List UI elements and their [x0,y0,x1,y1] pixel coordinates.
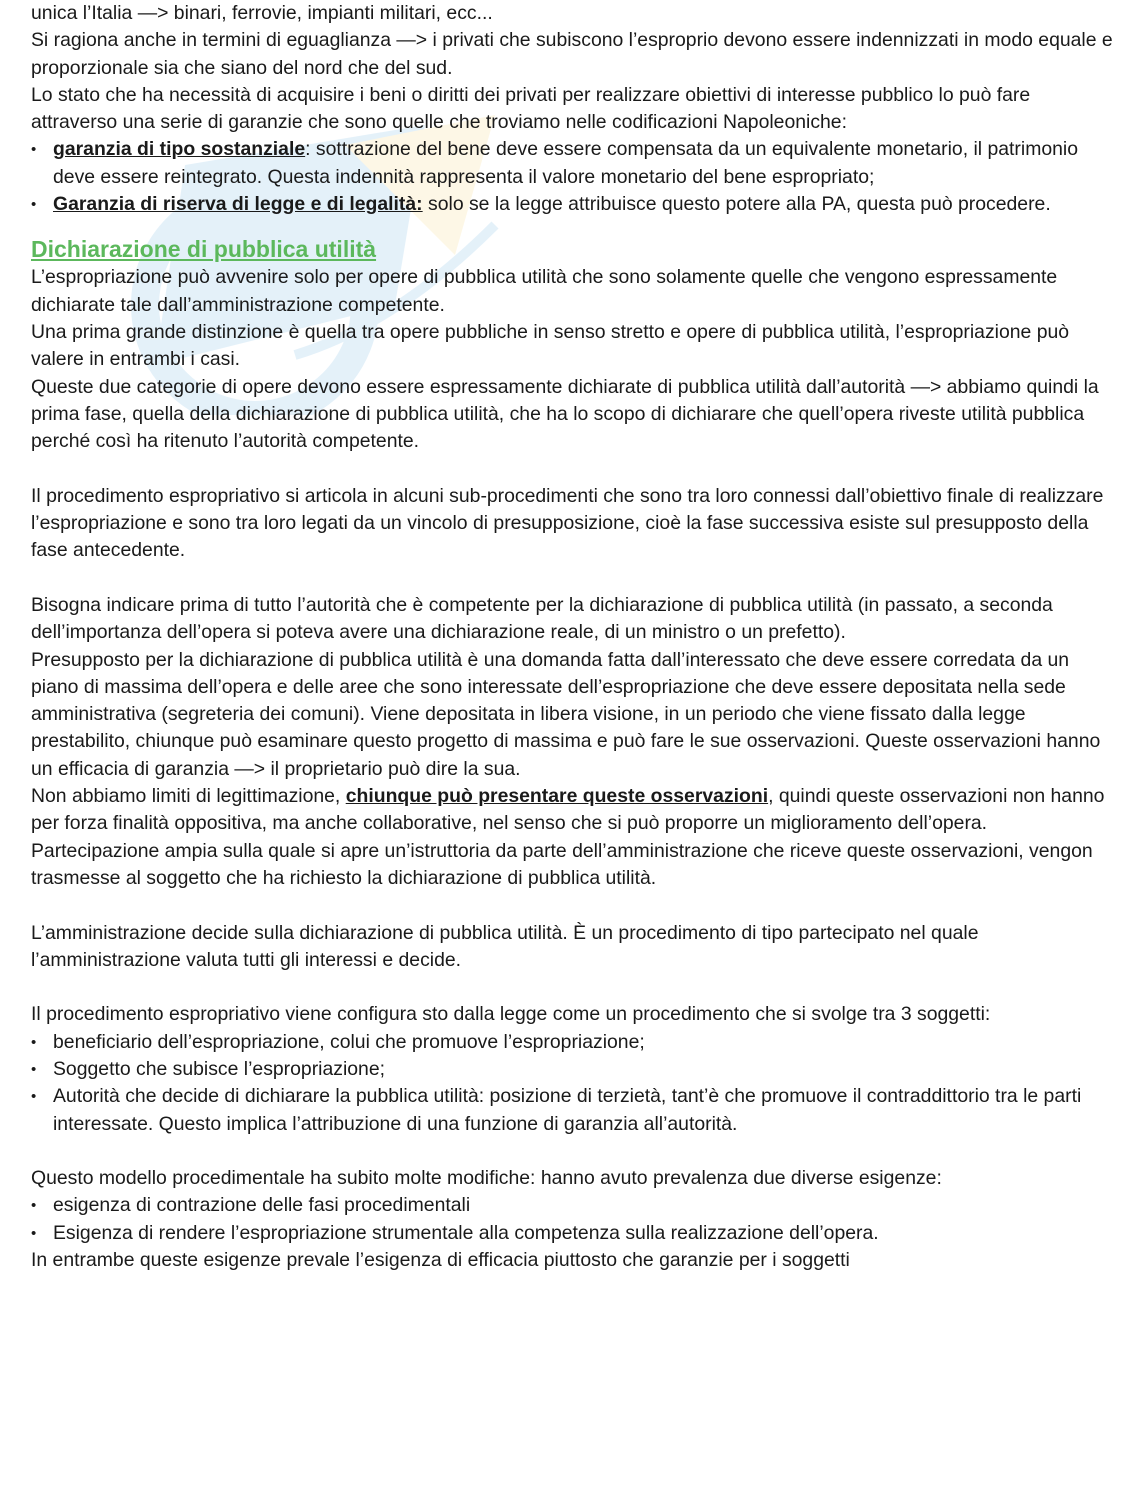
bullet-icon: • [31,196,37,214]
paragraph-text: , quindi queste osservazioni non hanno per forza finalità oppositiva, ma anche collaborative, nel senso che si può proporre un miglioramento dell’opera. [31,785,1105,835]
paragraph: Queste due categorie di opere devono essere espressamente dichiarate di pubblica utilità dall’autorità —> abbiamo quindi la prima fase, quella della dichiarazione di pubblica utilità, che ha lo scopo di dichiarare che quell’opera riveste utilità pubblica perché così ha ritenuto l’autorità competente. [31,375,1099,453]
paragraph: Il procedimento espropriativo viene configura sto dalla legge come un procedimento che si svolge tra 3 soggetti: [31,1003,991,1026]
bullet-icon: • [31,141,37,159]
paragraph: Bisogna indicare prima di tutto l’autorità che è competente per la dichiarazione di pubblica utilità (in passato, a seconda dell’importanza dell’opera si poteva avere una dichiarazione reale, di un ministro o un prefetto). [31,593,1053,644]
list-item [31,1029,1120,1056]
list-item-text: Autorità che decide di dichiarare la pubblica utilità: posizione di terzietà, tant’è che promuove il contraddittorio tra le parti interessate. Questo implica l’attribuzione di una funzione di garanzia all’autorità. [53,1085,1082,1135]
paragraph: L’amministrazione decide sulla dichiarazione di pubblica utilità. È un procedimento di tipo partecipato nel quale l’amministrazione valuta tutti gli interessi e decide. [31,921,979,971]
paragraph: Il procedimento espropriativo si articola in alcuni sub-procedimenti che sono tra loro connessi dall’obiettivo finale di realizzare l’espropriazione e sono tra loro legati da un vincolo di presupposizione, cioè la fase successiva esiste sul presupposto della fase antecedente. [31,484,1104,562]
list-item [31,191,1120,218]
bullet-icon: • [31,1033,37,1051]
bullet-icon: • [31,1088,37,1106]
emphasis-text: Garanzia di riserva di legge e di legalità: [53,193,423,216]
list-item-text: beneficiario dell’espropriazione, colui che promuove l’espropriazione; [53,1030,645,1053]
list-item-text: solo se la legge attribuisce questo potere alla PA, questa può procedere. [422,193,1051,216]
paragraph [31,783,1120,838]
list-item-text: esigenza di contrazione delle fasi procedimentali [53,1194,471,1217]
paragraph: L’espropriazione può avvenire solo per opere di pubblica utilità che sono solamente quelle che vengono espressamente dichiarate tale dall’amministrazione competente. [31,266,1058,316]
list-item-text: : sottrazione del bene deve essere compensata da un equivalente monetario, il patrimonio deve essere reintegrato. Questa indennità rappresenta il valore monetario del bene espropriato; [53,138,1079,188]
guarantees-list [31,136,1120,218]
bullet-icon: • [31,1197,37,1215]
paragraph: Presupposto per la dichiarazione di pubblica utilità è una domanda fatta dall’interessato che deve essere corredata da un piano di massima dell’opera e delle aree che sono interessate dell’espropriazione che deve essere depositata nella sede amministrativa (segreteria dei comuni). Viene depositata in libera visione, in un periodo che viene fissato dalla legge prestabilito, chiunque può esaminare questo progetto di massima e può fare le sue osservazioni. Queste osservazioni hanno un efficacia di garanzia —> il proprietario può dire la sua. [31,648,1101,780]
bullet-icon: • [31,1060,37,1078]
list-item [31,136,1120,191]
paragraph: Una prima grande distinzione è quella tra opere pubbliche in senso stretto e opere di pubblica utilità, l’espropriazione può valere in entrambi i casi. [31,320,1070,371]
paragraph: Partecipazione ampia sulla quale si apre un’istruttoria da parte dell’amministrazione che riceve queste osservazioni, vengon trasmesse al soggetto che ha richiesto la dichiarazione di pubblica utilità. [31,839,1093,889]
paragraph: In entrambe queste esigenze prevale l’esigenza di efficacia piuttosto che garanzie per i soggetti [31,1249,850,1272]
list-item [31,1220,1120,1247]
list-item [31,1192,1120,1219]
section-heading: Dichiarazione di pubblica utilità [31,236,377,263]
list-item-text: Esigenza di rendere l’espropriazione strumentale alla competenza sulla realizzazione dell’opera. [53,1221,879,1244]
list-item [31,1083,1120,1138]
list-item-text: Soggetto che subisce l’espropriazione; [53,1057,385,1080]
subjects-list [31,1029,1120,1138]
bullet-icon: • [31,1224,37,1242]
paragraph: Si ragiona anche in termini di eguaglianza —> i privati che subiscono l’esproprio devono essere indennizzati in modo equale e proporzionale sia che siano del nord che del sud. [31,29,1113,79]
paragraph: Lo stato che ha necessità di acquisire i beni o diritti dei privati per realizzare obiettivi di interesse pubblico lo può fare attraverso una serie di garanzie che sono quelle che troviamo nelle codificazioni Napoleoniche: [31,83,1031,134]
emphasis-text: garanzia di tipo sostanziale [53,138,306,161]
intro-line: unica l’Italia —> binari, ferrovie, impianti militari, ecc... [31,2,493,24]
needs-list [31,1192,1120,1247]
emphasis-text: chiunque può presentare queste osservazioni [345,785,769,808]
list-item [31,1056,1120,1083]
paragraph: Questo modello procedimentale ha subito molte modifiche: hanno avuto prevalenza due diverse esigenze: [31,1167,942,1190]
paragraph-text: Non abbiamo limiti di legittimazione, [31,785,346,808]
